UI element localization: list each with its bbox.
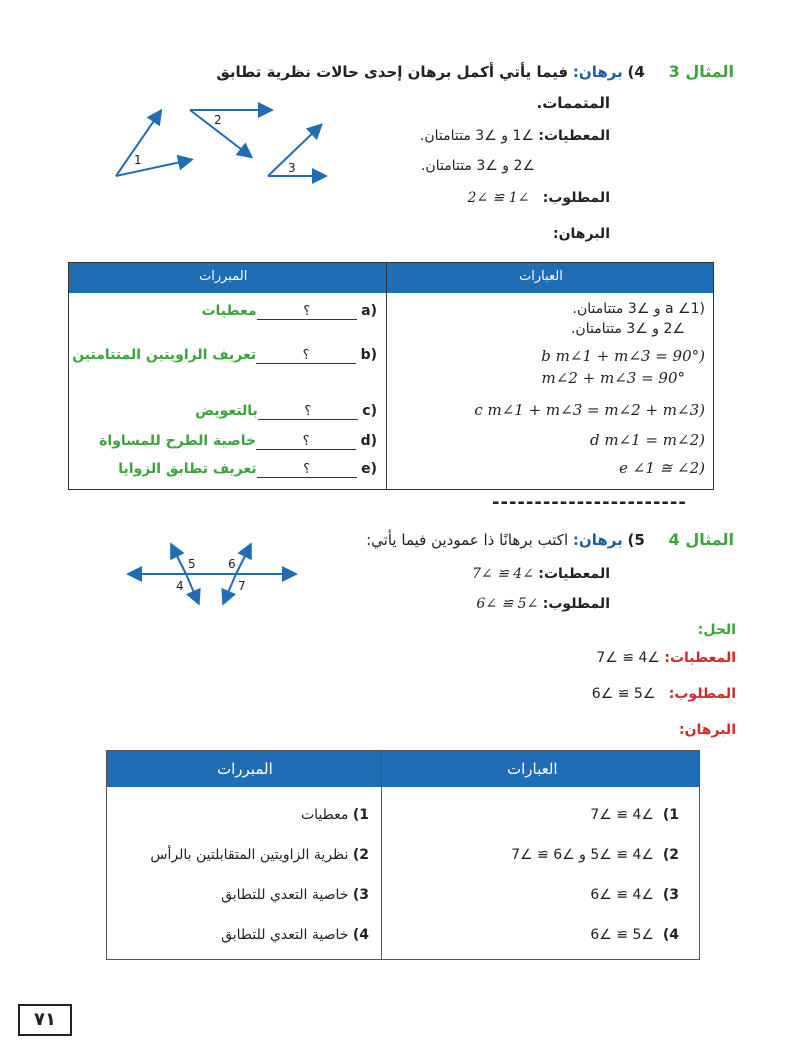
figure-label-4: 4 xyxy=(176,579,184,593)
statement-e: (e ∠1 ≅ ∠2 xyxy=(619,459,705,477)
answer-a: معطيات xyxy=(201,303,257,319)
example4-proof-word: برهان: xyxy=(572,531,623,549)
table1-header-reasons: المبررات xyxy=(199,269,248,284)
table1-reason-d xyxy=(99,433,377,450)
table2-statement-4 xyxy=(590,927,679,943)
vertical-angles-figure xyxy=(126,540,298,608)
example4-required-statement: ∠5 ≅ ∠6 xyxy=(476,596,539,612)
example3-proof-word: برهان: xyxy=(572,63,623,81)
given-label: المعطيات: xyxy=(538,128,610,144)
reason-num-2: 2) xyxy=(352,847,369,863)
statement-num-1: 1) xyxy=(662,807,679,823)
reason-text-1: معطيات xyxy=(300,807,349,823)
blank-a: ؟ xyxy=(257,304,357,320)
required-label: المطلوب: xyxy=(542,190,610,206)
letter-c: (c xyxy=(362,403,377,419)
table1-reason-b xyxy=(72,347,377,364)
table2-statement-1 xyxy=(590,807,679,823)
table2-header xyxy=(107,751,699,787)
answer-d: خاصية الطرح للمساواة xyxy=(99,433,257,449)
blank-d: ؟ xyxy=(256,434,356,450)
figure-label-6: 6 xyxy=(228,557,236,571)
table2-header-reasons: المبررات xyxy=(217,760,273,778)
solution-title: الحل: xyxy=(697,622,736,638)
reason-num-4: 4) xyxy=(352,927,369,943)
solution-given-label: المعطيات: xyxy=(664,650,736,666)
answer-e: تعريف تطابق الزوايا xyxy=(118,461,257,477)
blank-e: ؟ xyxy=(257,462,357,478)
example3-number: 4) xyxy=(627,63,645,81)
example3-proof-label: البرهان: xyxy=(553,226,610,242)
table2-header-statements: العبارات xyxy=(507,760,558,778)
statement-text-4: ∠5 ≅ ∠6 xyxy=(590,927,654,943)
statement-text-1: ∠4 ≅ ∠7 xyxy=(590,807,654,823)
example3-given xyxy=(420,128,610,144)
solution-proof-label: البرهان: xyxy=(679,722,736,738)
solution-required xyxy=(592,686,736,702)
statement-num-3: 3) xyxy=(662,887,679,903)
table2-reason-2 xyxy=(150,847,369,863)
solution-required-label: المطلوب: xyxy=(668,686,736,702)
table2-reason-1 xyxy=(301,807,369,823)
table1-reason-c xyxy=(195,403,377,420)
figure-label-1: 1 xyxy=(134,153,142,167)
figure-label-2: 2 xyxy=(214,113,222,127)
statement-text-2: ∠4 ≅ ∠5 و ∠6 ≅ ∠7 xyxy=(511,847,654,863)
letter-b: (b xyxy=(360,347,377,363)
example4-label: المثال 4 xyxy=(668,530,734,549)
example4-number: 5) xyxy=(627,531,645,549)
example3-label: المثال 3 xyxy=(668,62,734,81)
solution-given-statement: ∠4 ≅ ∠7 xyxy=(596,650,660,666)
figure-label-5: 5 xyxy=(188,557,196,571)
figure-label-7: 7 xyxy=(238,579,246,593)
required-statement: ∠1 ≅ ∠2 xyxy=(467,190,530,206)
example3-heading xyxy=(214,62,734,81)
table2-divider xyxy=(381,751,382,959)
example4-required-label: المطلوب: xyxy=(542,596,610,612)
example4-given-statement: ∠4 ≅ ∠7 xyxy=(471,566,534,582)
reason-num-3: 3) xyxy=(352,887,369,903)
reason-num-1: 1) xyxy=(352,807,369,823)
table1-header-statements: العبارات xyxy=(519,269,563,284)
example4-instruction: اكتب برهانًا ذا عمودين فيما يأتي: xyxy=(366,531,569,549)
example3-instruction: فيما يأتي أكمل برهان إحدى حالات نظرية تطابق xyxy=(216,63,569,81)
statement-b-2: m∠2 + m∠3 = 90° xyxy=(541,369,685,387)
example3-required xyxy=(467,190,610,206)
reason-text-4: خاصية التعدي للتطابق xyxy=(221,927,349,943)
statement-num-2: 2) xyxy=(662,847,679,863)
proof-table-2 xyxy=(106,750,700,960)
given-1: ∠1 و ∠3 متتامتان. xyxy=(419,128,534,144)
table2-reason-4 xyxy=(221,927,369,943)
answer-c: بالتعويض xyxy=(195,403,258,419)
table1-header xyxy=(69,263,713,293)
statement-c: (c m∠1 + m∠3 = m∠2 + m∠3 xyxy=(474,401,705,419)
example3-instruction-line2: المتممات. xyxy=(536,94,610,112)
statement-num-4: 4) xyxy=(662,927,679,943)
table2-reason-3 xyxy=(221,887,369,903)
statement-b-1: (b m∠1 + m∠3 = 90° xyxy=(541,347,705,365)
answer-b: تعريف الزاويتين المتتامتين xyxy=(72,347,257,363)
table2-statement-3 xyxy=(590,887,679,903)
figure-label-3: 3 xyxy=(288,161,296,175)
page-number: ٧١ xyxy=(18,1004,72,1036)
solution-required-statement: ∠5 ≅ ∠6 xyxy=(591,686,656,702)
statement-a-1: (a ∠1 و ∠3 متتامتان. xyxy=(572,301,705,317)
statement-a-2: ∠2 و ∠3 متتامتان. xyxy=(570,321,685,337)
table1-divider xyxy=(386,263,387,489)
example4-given xyxy=(472,566,610,582)
blank-c: ؟ xyxy=(258,404,358,420)
table1-reason-a xyxy=(201,303,377,320)
example4-required xyxy=(476,596,610,612)
blank-b: ؟ xyxy=(256,348,356,364)
reason-text-2: نظرية الزاويتين المتقابلتين بالرأس xyxy=(150,847,349,863)
letter-d: (d xyxy=(360,433,377,449)
statement-text-3: ∠4 ≅ ∠6 xyxy=(590,887,654,903)
example4-heading xyxy=(294,530,734,549)
letter-a: (a xyxy=(361,303,377,319)
example4-given-label: المعطيات: xyxy=(538,566,610,582)
example3-given-2: ∠2 و ∠3 متتامتان. xyxy=(420,158,535,174)
statement-d: (d m∠1 = m∠2 xyxy=(589,431,705,449)
letter-e: (e xyxy=(361,461,377,477)
table1-reason-e xyxy=(118,461,377,478)
table2-statement-2 xyxy=(511,847,679,863)
proof-table-1 xyxy=(68,262,714,490)
complementary-angles-figure xyxy=(108,98,328,186)
separator-line: ----------------------- xyxy=(492,492,687,513)
reason-text-3: خاصية التعدي للتطابق xyxy=(221,887,349,903)
solution-given xyxy=(596,650,736,666)
